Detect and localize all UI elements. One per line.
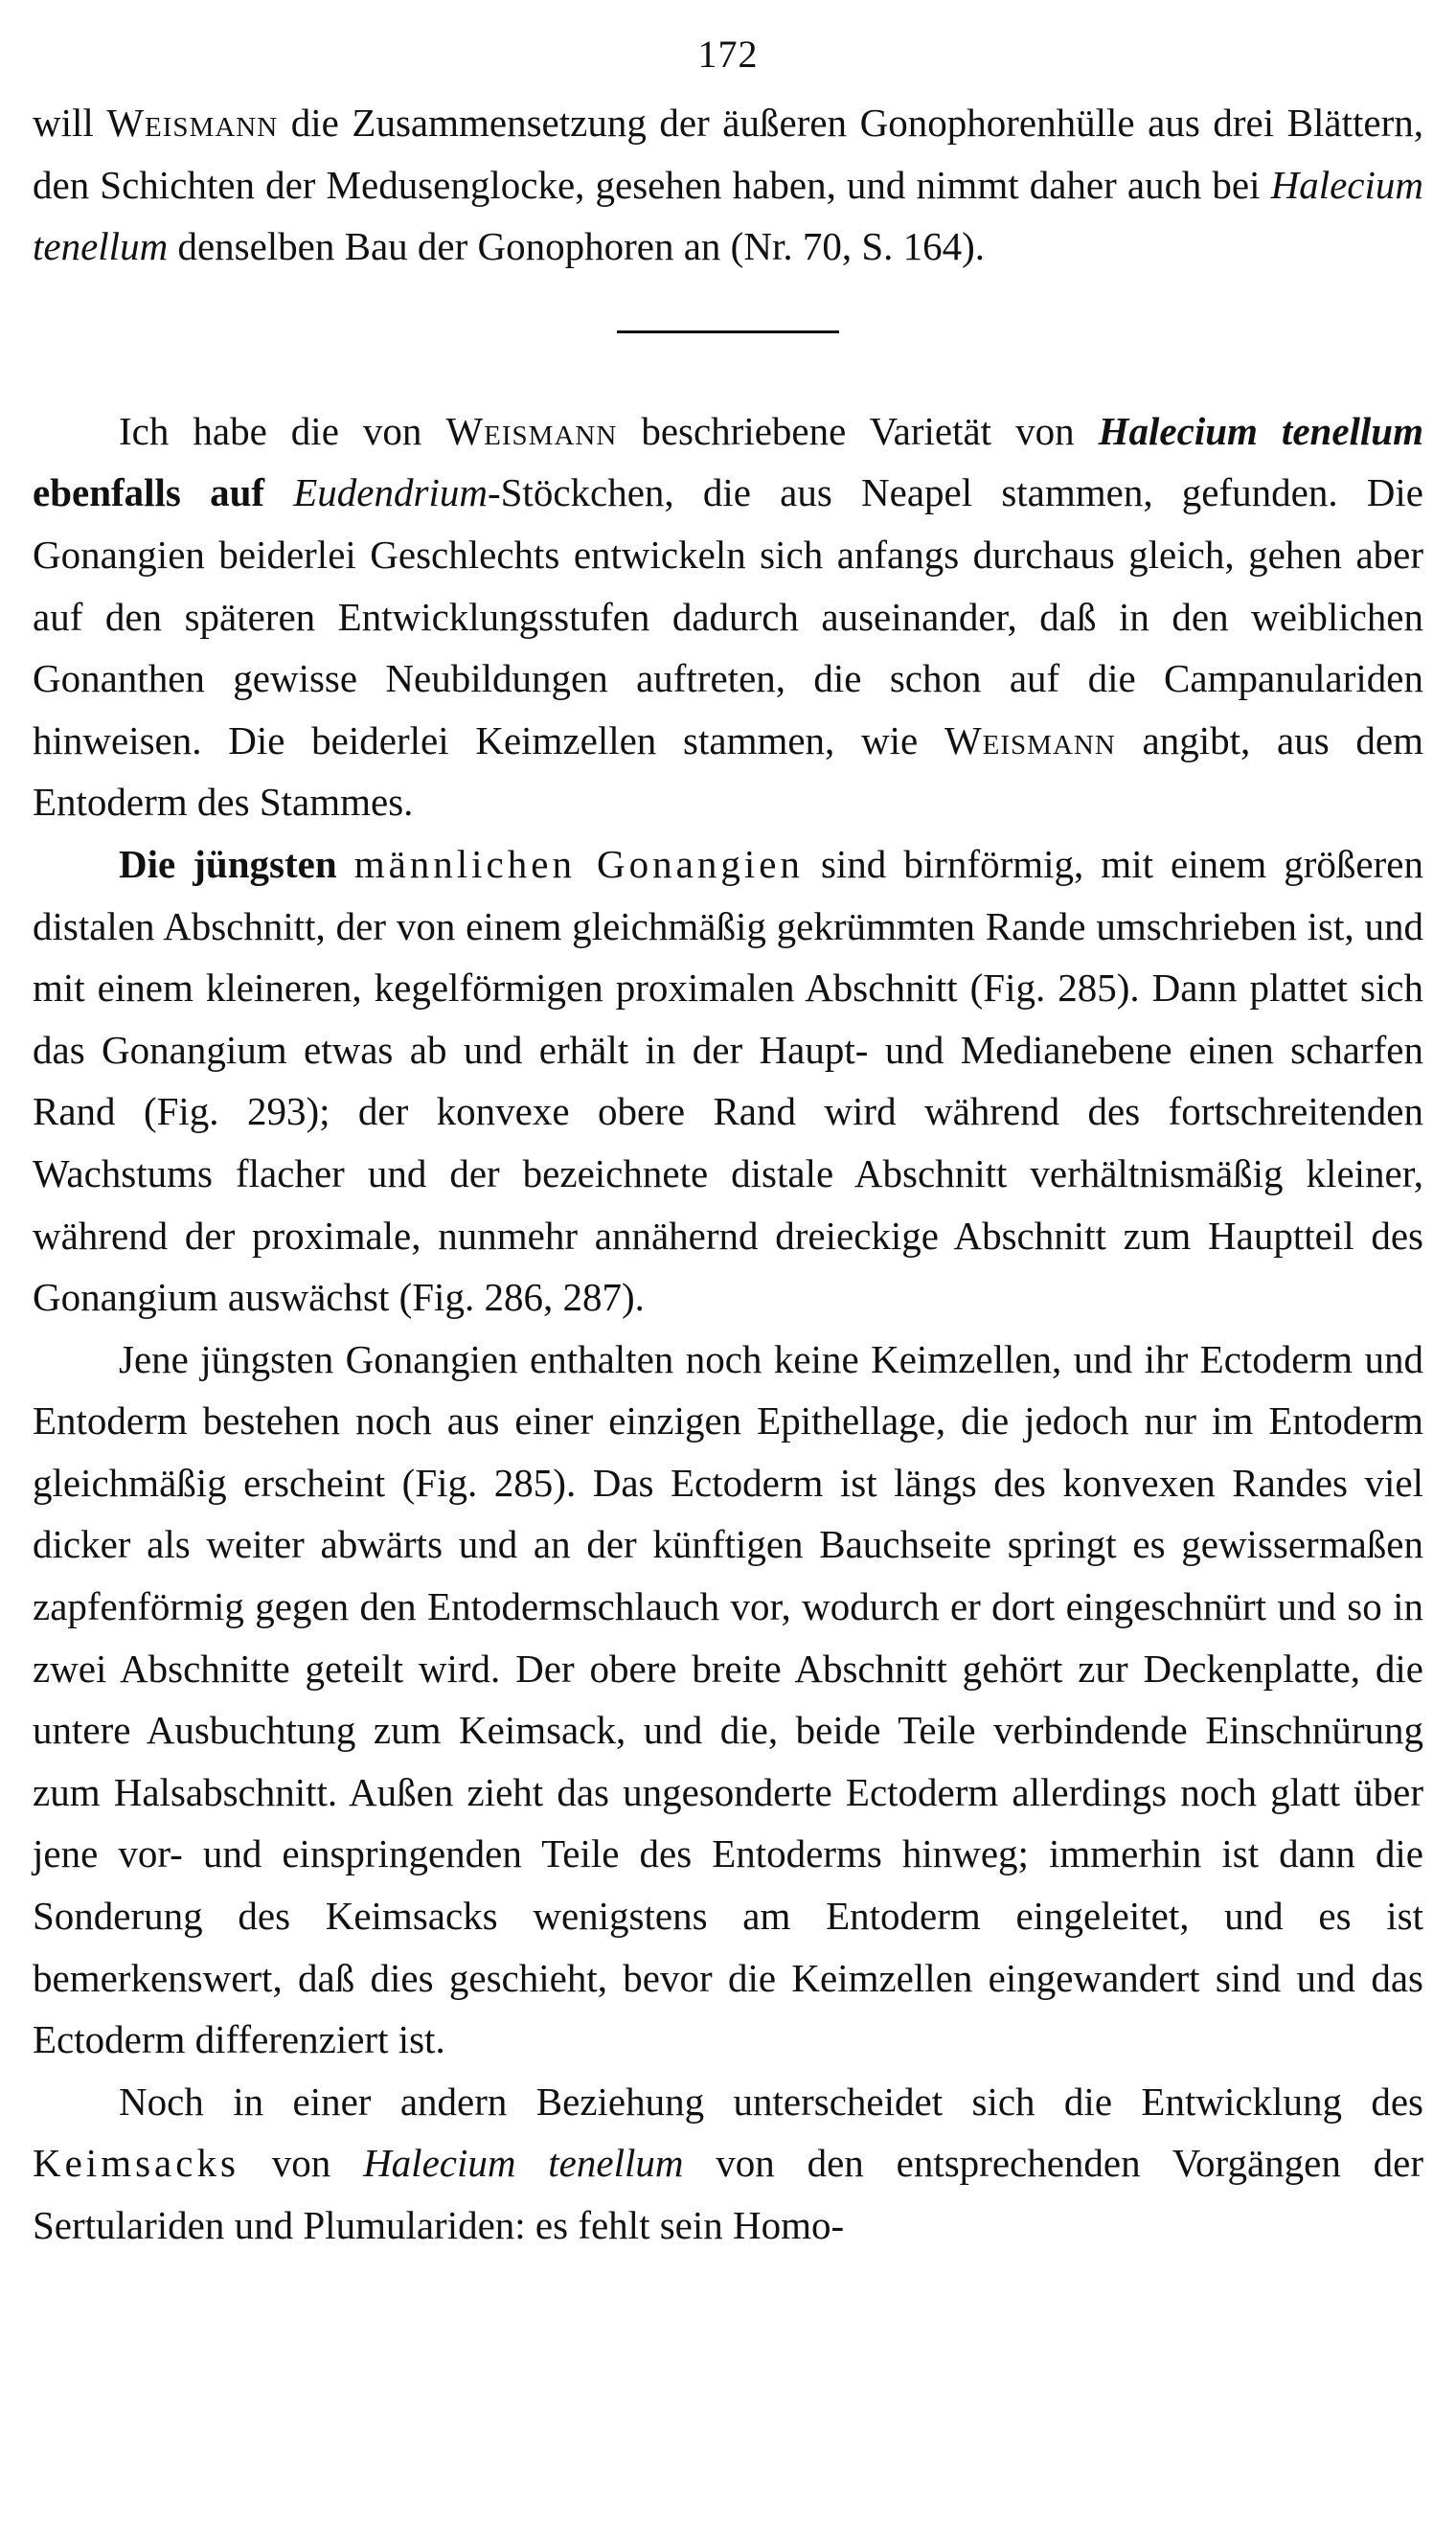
text-run: Ich habe die von (119, 408, 446, 453)
text-run: sind birnförmig, mit einem größeren distalen Abschnitt, der von einem gleichmäßig gekrümmten Rande umschrieben ist, und mit einem kleineren, kegelförmigen proximalen Abschnitt (Fig. 285). Dann plattet sich das Gonangium etwas ab und erhält in der Haupt- und Medianebene einen scharfen Rand (Fig. 293); der konvexe obere Rand wird während des fortschreitenden Wachstums flacher und der bezeichnete distale Abschnitt verhältnismäßig kleiner, während der proximale, nunmehr annähernd dreieckige Abschnitt zum Hauptteil des Gonangium auswächst (Fig. 286, 287). (33, 841, 1423, 1320)
species-name: Halecium tenellum (363, 2141, 684, 2186)
text-run: die Zusammensetzung der äußeren Gonophorenhülle aus drei Blättern, den Schichten der Medusenglocke, gesehen haben, und nimmt daher auch bei (33, 101, 1423, 207)
species-name: Halecium tenellum (1098, 408, 1423, 453)
text-run: von (239, 2141, 364, 2186)
document-page (33, 19, 1423, 2257)
paragraph-5 (33, 2071, 1423, 2257)
paragraph-3 (33, 833, 1423, 1329)
text-run: denselben Bau der Gonophoren an (Nr. 70, S. 164). (168, 224, 986, 269)
text-run: -Stöckchen, die aus Neapel stammen, gefunden. Die Gonangien beiderlei Geschlechts entwickeln sich anfangs durchaus gleich, gehen aber auf den späteren Entwicklungsstufen dadurch auseinander, daß in den weiblichen Gonanthen gewisse Neubildungen auftreten, die schon auf die Campanulariden hinweisen. Die beiderlei Keimzellen stammen, wie (33, 470, 1423, 762)
author-name: Weismann (445, 408, 618, 453)
text-run: will (33, 101, 107, 145)
species-name: Halecium tenellum (33, 162, 1423, 269)
author-name: Weismann (944, 717, 1116, 762)
text-run: angibt, aus dem Entoderm des Stammes. (33, 717, 1423, 825)
page-number: 172 (697, 33, 759, 76)
paragraph-4: Jene jüngsten Gonangien enthalten noch keine Keimzellen, und ihr Ectoderm und Entoderm bestehen noch aus einer einzigen Epithellage, die jedoch nur im Entoderm gleichmäßig erscheint (Fig. 285). Das Ectoderm ist längs des konvexen Randes viel dicker als weiter abwärts und an der künftigen Bauchseite springt es gewissermaßen zapfenförmig gegen den Entodermschlauch vor, wodurch er dort eingeschnürt und so in zwei Abschnitte geteilt wird. Der obere breite Abschnitt gehört zur Deckenplatte, die untere Ausbuchtung zum Keimsack, und die, beide Teile verbindende Einschnürung zum Halsabschnitt. Außen zieht das ungesonderte Ectoderm allerdings noch glatt über jene vor- und einspringenden Teile des Entoderms hinweg; immerhin ist dann die Sonderung des Keimsacks wenigstens am Entoderm eingeleitet, und es ist bemerkenswert, daß dies geschieht, bevor die Keimzellen eingewandert sind und das Ectoderm differenziert ist. (33, 1336, 1423, 2062)
spaced-term: männlichen Gonangien (353, 841, 804, 886)
section-divider (617, 330, 839, 333)
text-run: von den entsprechenden Vorgängen der Sertulariden und Plumulariden: es fehlt sein Homo- (33, 2141, 1424, 2247)
text-run: Noch in einer andern Beziehung unterscheidet sich die Entwicklung des (119, 2079, 1423, 2124)
genus-name: Eudendrium (293, 470, 488, 515)
spaced-term: Keimsacks (33, 2141, 239, 2186)
paragraph-2 (33, 400, 1423, 833)
paragraph-1 (33, 92, 1423, 278)
text-run: Die jüngsten (119, 841, 354, 886)
text-run: ebenfalls auf (33, 470, 294, 515)
text-run: beschriebene Varietät von (617, 408, 1099, 453)
author-name: Weismann (106, 101, 279, 145)
